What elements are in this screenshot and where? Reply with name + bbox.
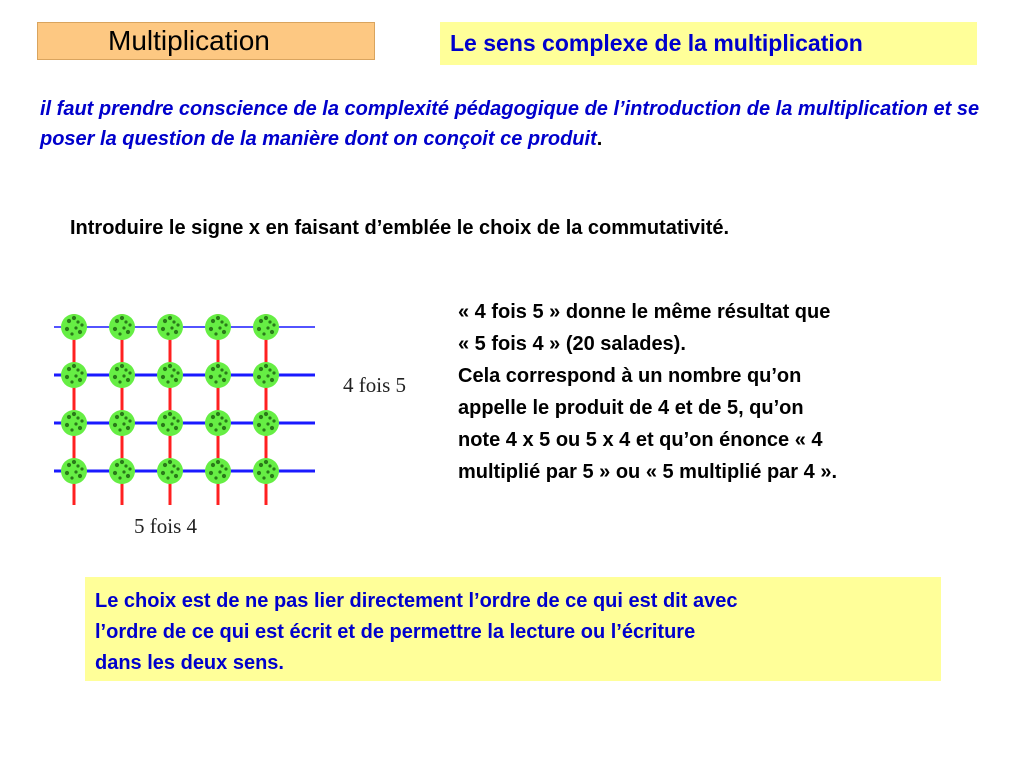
salad-dot (259, 463, 263, 467)
salad-dot (115, 319, 119, 323)
salad-dot (209, 423, 213, 427)
salad-icon (205, 314, 231, 340)
salad-dot (268, 416, 271, 419)
salad-dot (78, 330, 82, 334)
salad-dot (222, 378, 226, 382)
salad-dot (220, 464, 223, 467)
salad-dot (76, 416, 79, 419)
salad-dot (65, 423, 69, 427)
salad-icon (205, 362, 231, 388)
salad-dot (126, 426, 130, 430)
salad-icon (61, 410, 87, 436)
salad-dot (170, 326, 173, 329)
salad-dot (113, 375, 117, 379)
salad-dot (124, 464, 127, 467)
salad-dot (163, 319, 167, 323)
salad-dot (216, 460, 220, 464)
salad-dot (172, 368, 175, 371)
salad-dot (222, 474, 226, 478)
salad-icon (109, 362, 135, 388)
salad-dot (262, 332, 265, 335)
salad-dot (65, 471, 69, 475)
intro-period: . (596, 128, 603, 150)
salad-dot (126, 474, 130, 478)
salad-dot (128, 371, 131, 374)
note-line: l’ordre de ce qui est écrit et de permettre la lecture ou l’écriture (95, 621, 696, 643)
salad-dot (224, 371, 227, 374)
salad-dot (259, 319, 263, 323)
explanation-line: multiplié par 5 » ou « 5 multiplié par 4 ». (458, 461, 837, 483)
salad-icon (109, 410, 135, 436)
salad-dot (268, 464, 271, 467)
salad-dot (80, 467, 83, 470)
salad-dot (170, 374, 173, 377)
salad-dot (266, 374, 269, 377)
salad-dot (218, 374, 221, 377)
salad-dot (270, 378, 274, 382)
salad-dot (65, 327, 69, 331)
salad-dot (76, 368, 79, 371)
salad-dot (118, 428, 121, 431)
salad-icon (253, 458, 279, 484)
salad-icon (61, 362, 87, 388)
salad-dot (120, 316, 124, 320)
salad-dot (78, 474, 82, 478)
salad-dot (259, 415, 263, 419)
salad-dot (72, 364, 76, 368)
salad-dot (161, 471, 165, 475)
explanation-line: note 4 x 5 ou 5 x 4 et qu’on énonce « 4 (458, 429, 823, 451)
salad-dot (76, 464, 79, 467)
salad-dot (257, 423, 261, 427)
salad-icon (109, 458, 135, 484)
salad-dot (67, 415, 71, 419)
salad-dot (76, 320, 79, 323)
salad-dot (166, 380, 169, 383)
salad-dot (122, 422, 125, 425)
salad-dot (264, 412, 268, 416)
salad-dot (72, 316, 76, 320)
salad-icon (253, 362, 279, 388)
intro-text: il faut prendre conscience de la complexité pédagogique de l’introduction de la multiplication et se poser la question de la manière dont on conçoit ce produit (40, 98, 980, 150)
salad-dot (176, 371, 179, 374)
salad-dot (166, 332, 169, 335)
salad-dot (120, 364, 124, 368)
title-box (37, 22, 375, 60)
salad-dot (211, 367, 215, 371)
salad-dot (174, 426, 178, 430)
salad-dot (120, 460, 124, 464)
salad-dot (268, 320, 271, 323)
salad-dot (126, 330, 130, 334)
salad-dot (224, 467, 227, 470)
salad-dot (80, 371, 83, 374)
salad-dot (174, 330, 178, 334)
salad-dot (163, 463, 167, 467)
explanation-paragraph (458, 296, 978, 488)
salad-dot (209, 471, 213, 475)
salad-dot (128, 467, 131, 470)
salad-dot (78, 378, 82, 382)
salad-dot (120, 412, 124, 416)
salad-dot (113, 423, 117, 427)
salad-icon (157, 314, 183, 340)
salad-icon (61, 314, 87, 340)
salad-dot (270, 330, 274, 334)
salad-dot (174, 378, 178, 382)
salad-dot (70, 428, 73, 431)
salad-dot (259, 367, 263, 371)
salad-dot (118, 476, 121, 479)
salad-icon (157, 410, 183, 436)
salad-dot (214, 380, 217, 383)
salad-dot (174, 474, 178, 478)
salad-dot (70, 476, 73, 479)
salad-dot (161, 327, 165, 331)
salad-dot (272, 371, 275, 374)
salad-dot (118, 380, 121, 383)
salad-dot (80, 419, 83, 422)
note-line: Le choix est de ne pas lier directement l’ordre de ce qui est dit avec (95, 590, 738, 612)
salad-dot (176, 323, 179, 326)
salad-icon (61, 458, 87, 484)
salad-dot (266, 422, 269, 425)
salad-dot (122, 470, 125, 473)
salad-dot (209, 375, 213, 379)
salad-dot (266, 326, 269, 329)
salad-dot (218, 470, 221, 473)
salad-dot (270, 426, 274, 430)
salad-dot (163, 367, 167, 371)
salad-dot (67, 463, 71, 467)
salad-dot (214, 428, 217, 431)
salad-dot (67, 319, 71, 323)
salad-dot (264, 364, 268, 368)
salad-dot (124, 320, 127, 323)
salad-dot (209, 327, 213, 331)
salad-dot (74, 422, 77, 425)
salad-dot (78, 426, 82, 430)
salad-dot (257, 375, 261, 379)
slide-subtitle: Le sens complexe de la multiplication (450, 30, 863, 56)
salad-dot (70, 380, 73, 383)
explanation-line: « 4 fois 5 » donne le même résultat que (458, 301, 831, 323)
salad-dot (72, 460, 76, 464)
salad-dot (122, 326, 125, 329)
salad-dot (115, 463, 119, 467)
label-5-fois-4: 5 fois 4 (134, 514, 197, 538)
salad-dot (170, 422, 173, 425)
salad-icon (253, 314, 279, 340)
salad-dot (211, 415, 215, 419)
explanation-line: « 5 fois 4 » (20 salades). (458, 333, 686, 355)
salad-dot (115, 415, 119, 419)
salad-dot (168, 364, 172, 368)
salad-dot (168, 460, 172, 464)
salad-dot (272, 467, 275, 470)
salad-dot (224, 419, 227, 422)
salad-dot (222, 330, 226, 334)
salad-dot (262, 380, 265, 383)
salad-dot (216, 316, 220, 320)
salad-dot (176, 467, 179, 470)
salad-dot (80, 323, 83, 326)
salad-dot (211, 463, 215, 467)
salad-dot (216, 412, 220, 416)
salad-dot (211, 319, 215, 323)
salad-grid-figure (40, 300, 430, 545)
salad-dot (118, 332, 121, 335)
salad-dot (74, 470, 77, 473)
salad-dot (163, 415, 167, 419)
salad-dot (122, 374, 125, 377)
salad-dot (168, 316, 172, 320)
salad-dot (172, 464, 175, 467)
salad-icon (253, 410, 279, 436)
salad-dot (264, 316, 268, 320)
salad-dot (272, 323, 275, 326)
salad-dot (172, 320, 175, 323)
salad-icon (109, 314, 135, 340)
salad-dot (257, 327, 261, 331)
salad-dot (161, 375, 165, 379)
explanation-line: Cela correspond à un nombre qu’on (458, 365, 802, 387)
salad-dot (128, 323, 131, 326)
salad-dot (128, 419, 131, 422)
salad-dot (161, 423, 165, 427)
salad-dot (262, 428, 265, 431)
salad-dot (74, 326, 77, 329)
salad-icon (205, 458, 231, 484)
salad-dot (272, 419, 275, 422)
salad-dot (220, 368, 223, 371)
salad-dot (65, 375, 69, 379)
salad-dot (115, 367, 119, 371)
salad-dot (216, 364, 220, 368)
salad-dot (222, 426, 226, 430)
salad-dot (218, 326, 221, 329)
salad-dot (70, 332, 73, 335)
salad-dot (214, 332, 217, 335)
salad-dot (113, 471, 117, 475)
salad-dot (113, 327, 117, 331)
salad-dot (124, 416, 127, 419)
slide-title: Multiplication (108, 25, 270, 56)
intro-paragraph (40, 94, 985, 154)
salad-dot (266, 470, 269, 473)
salad-dot (74, 374, 77, 377)
salad-dot (257, 471, 261, 475)
horizontal-lines (54, 327, 315, 471)
salad-dot (172, 416, 175, 419)
label-4-fois-5: 4 fois 5 (343, 373, 406, 397)
salad-dot (72, 412, 76, 416)
salad-dot (264, 460, 268, 464)
salad-icon (157, 362, 183, 388)
salad-dot (268, 368, 271, 371)
salad-dot (218, 422, 221, 425)
salad-dot (176, 419, 179, 422)
salad-dot (170, 470, 173, 473)
salad-dot (126, 378, 130, 382)
salad-dot (270, 474, 274, 478)
salad-dot (220, 320, 223, 323)
salad-dot (166, 476, 169, 479)
explanation-line: appelle le produit de 4 et de 5, qu’on (458, 397, 804, 419)
salad-dot (124, 368, 127, 371)
subtitle-box (440, 22, 977, 65)
salad-icon (157, 458, 183, 484)
salad-dot (224, 323, 227, 326)
salad-dot (220, 416, 223, 419)
instruction-text: Introduire le signe x en faisant d’emblée le choix de la commutativité. (70, 217, 730, 239)
note-line: dans les deux sens. (95, 652, 284, 674)
salad-dot (67, 367, 71, 371)
note-box (85, 577, 941, 681)
salad-dot (166, 428, 169, 431)
salad-dot (262, 476, 265, 479)
salad-icon (205, 410, 231, 436)
salad-dot (214, 476, 217, 479)
salad-dot (168, 412, 172, 416)
